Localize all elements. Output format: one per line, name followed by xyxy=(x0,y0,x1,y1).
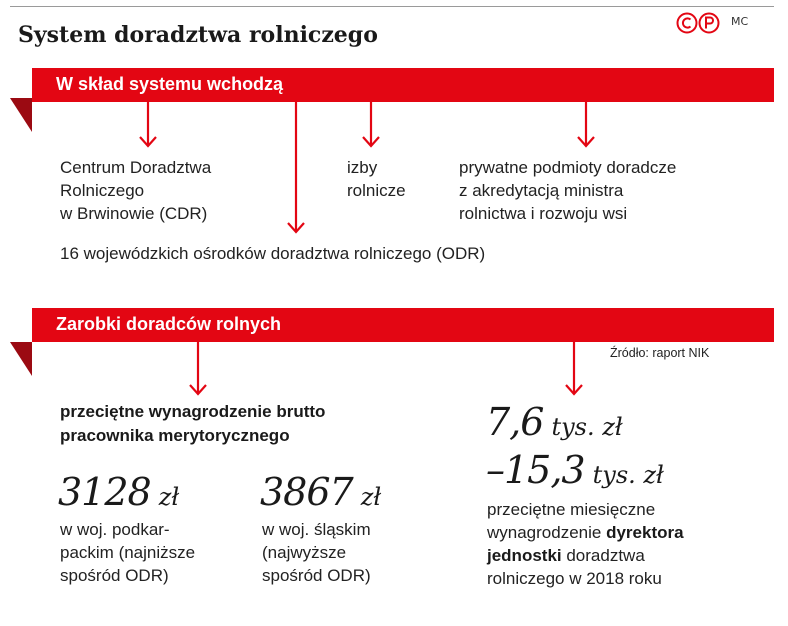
arrow-private-icon xyxy=(578,102,594,146)
banner-fold-2 xyxy=(10,342,32,376)
max-pay-value: 3867 zł xyxy=(260,470,382,514)
max-pay-desc: w woj. śląskim (najwyższe spośród ODR) xyxy=(262,520,371,585)
min-pay-desc: w woj. podkar- packim (najniższe spośród ODR) xyxy=(60,520,196,585)
section-heading-earnings: Zarobki doradców rolnych xyxy=(56,314,282,334)
source-note: Źródło: raport NIK xyxy=(610,346,710,360)
page-title: System doradztwa rolniczego xyxy=(18,22,378,48)
top-rule xyxy=(10,6,774,7)
director-pay-from: 7,6 tys. zł xyxy=(486,400,623,444)
member-cdr: Centrum Doradztwa Rolniczego w Brwinowie (CDR) xyxy=(60,158,212,223)
member-izby: izby rolnicze xyxy=(347,158,406,200)
arrow-director-pay-icon xyxy=(566,342,582,394)
arrow-odr-icon xyxy=(288,102,304,232)
copyright-icon xyxy=(676,12,722,34)
arrow-cdr-icon xyxy=(140,102,156,146)
director-pay-to: –15,3 tys. zł xyxy=(486,448,664,492)
arrow-worker-pay-icon xyxy=(190,342,206,394)
banner-fold-1 xyxy=(10,98,32,132)
member-private: prywatne podmioty doradcze z akredytacją ministra rolnictwa i rozwoju wsi xyxy=(459,158,677,223)
arrow-izby-icon xyxy=(363,102,379,146)
section-heading-composition: W skład systemu wchodzą xyxy=(56,74,284,94)
director-pay-desc: przeciętne miesięczne wynagrodzenie dyrektora jednostki doradztwa rolniczego w 2018 roku xyxy=(487,500,684,588)
member-odr: 16 wojewódzkich ośrodków doradztwa rolniczego (ODR) xyxy=(60,244,486,263)
worker-pay-heading: przeciętne wynagrodzenie brutto pracownika merytorycznego xyxy=(60,402,326,445)
min-pay-value: 3128 zł xyxy=(58,470,180,514)
author-initials: MC xyxy=(731,15,749,28)
